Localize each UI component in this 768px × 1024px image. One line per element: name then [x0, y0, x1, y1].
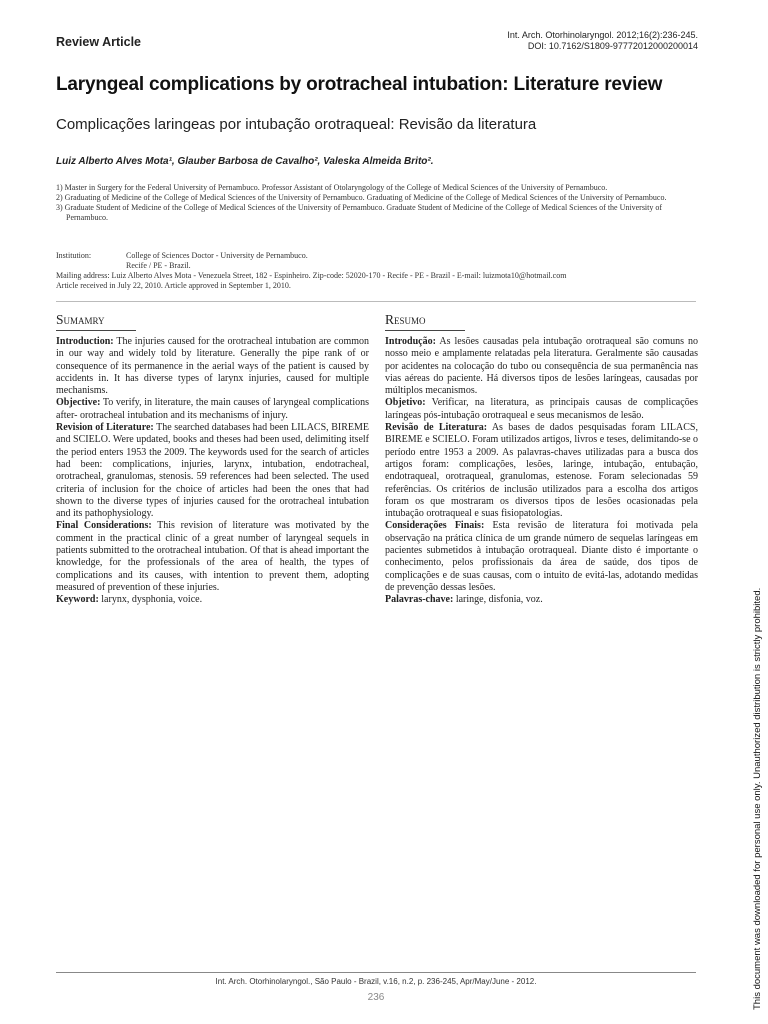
- summary-keywords: [56, 594, 369, 606]
- institution-block: [56, 251, 696, 291]
- affiliation-2: 2) Graduating of Medicine of the College of Medical Sciences of the University of Pernambuco. Graduating of Medicine of the College of Medical Sciences of the University of Pernambuco.: [56, 193, 667, 202]
- resumo-introducao: [385, 336, 698, 397]
- resumo-intro-text: As lesões causadas pela intubação orotraqueal são comuns no nosso meio e amplamente relatadas pela literatura. Geralmente são causadas por acidentes na colocação do tubo ou consequência de sua permanência nas vias aéreas do paciente. Há diversos tipos de lesões laríngeas, causadas por múltiplos mecanismos.: [385, 336, 698, 397]
- resumo-review-text: As bases de dados pesquisadas foram LILACS, BIREME e SCIELO. Foram utilizados artigos, livros e teses, delimitando-se o período entre 1953 a 2009. As palavras-chaves utilizadas para a busca dos artigos foram: complicações, lesões, laringe, intubação, entubação, endotraqueal, orotraqueal, granulomas, estenose. Foram selecionadas 59 referências. Os critérios de inclusão utilizados para a escolha dos artigos foram os que mostraram os diversos tipos de lesões ocasionadas pela intubação orotraqueal e suas fisiopatologias.: [385, 422, 699, 520]
- affiliation-3: 3) Graduate Student of Medicine of the College of Medical Sciences of the University of Pernambuco. Graduate Student of Medicine of the College of Medical Sciences of the University of Pernambuco.: [56, 203, 663, 222]
- summary-keyword-label: Keyword:: [56, 594, 99, 606]
- footer-divider: [56, 972, 696, 973]
- resumo-review-label: Revisão de Literatura:: [385, 422, 488, 434]
- resumo-intro-label: Introdução:: [385, 336, 436, 347]
- resumo-revisao: [385, 422, 698, 520]
- resumo-keyword-text: laringe, disfonia, voz.: [453, 594, 543, 606]
- institution-location: Recife / PE - Brazil.: [126, 261, 191, 270]
- institution-spacer: [56, 261, 126, 271]
- distribution-notice: This document was downloaded for personal use only. Unauthorized distribution is strictly prohibited.: [752, 587, 763, 1010]
- institution-name: College of Sciences Doctor - University de Pernambuco.: [126, 251, 308, 260]
- article-subtitle: Complicações laringeas por intubação orotraqueal: Revisão da literatura: [56, 116, 537, 133]
- summary-final-text: This revision of literature was motivated by the comment in the practical clinic of a great number of laryngeal sequels in patients submitted to the orotracheal intubation. Of that is ahead important the knowledge, for the professionals of the area of health, the types of complications and its causes, with intention to prevent them, adopting measured of prevention of these injuries.: [56, 520, 369, 593]
- resumo-heading: Resumo: [385, 312, 465, 331]
- resumo-keyword-label: Palavras-chave:: [385, 594, 454, 606]
- summary-review: [56, 422, 369, 520]
- resumo-objective-text: Verificar, na literatura, as principais causas de complicações laríngeas pós-intubação orotraqueal e seus mecanismos de lesão.: [385, 397, 698, 421]
- summary-heading: Sumamry: [56, 312, 136, 331]
- resumo-keywords: [385, 594, 698, 606]
- doi-line[interactable]: DOI: 10.7162/S1809-97772012000200014: [527, 41, 698, 51]
- summary-intro-text: The injuries caused for the orotracheal intubation are common in our way and widely told by literature. Generally the pipe rank of or consequence of its permanence in the aerial ways of the patient is caused by accidents in. It has diverse types of larynx injuries, caused for multiple mechanisms.: [56, 336, 369, 397]
- article-title: Laryngeal complications by orotracheal intubation: Literature review: [56, 74, 663, 95]
- affiliation-1: 1) Master in Surgery for the Federal University of Pernambuco. Professor Assistant of Otolaryngology of the College of Medical Sciences of the University of Pernambuco.: [56, 183, 608, 192]
- institution-label: Institution:: [56, 251, 92, 260]
- summary-column: [56, 312, 369, 607]
- journal-reference: [507, 30, 698, 52]
- summary-objective-label: Objective:: [56, 397, 101, 409]
- resumo-consideracoes: [385, 520, 698, 594]
- summary-introduction: [56, 336, 369, 397]
- summary-body: [56, 336, 369, 607]
- received-dates: Article received in July 22, 2010. Article approved in September 1, 2010.: [56, 281, 291, 290]
- summary-objective: [56, 397, 369, 422]
- mailing-address: Mailing address: Luiz Alberto Alves Mota - Venezuela Street, 182 - Espinheiro. Zip-code: 52020-170 - Recife - PE - Brazil - E-mail: luizmota10@hotmail.com: [56, 271, 567, 280]
- author-list: Luiz Alberto Alves Mota¹, Glauber Barbosa de Cavalho², Valeska Almeida Brito².: [56, 156, 434, 167]
- summary-objective-text: To verify, in literature, the main causes of laryngeal complications after- orotracheal intubation and its mechanisms of injury.: [56, 397, 369, 421]
- summary-final: [56, 520, 369, 594]
- resumo-final-label: Considerações Finais:: [385, 520, 485, 532]
- section-label: Review Article: [56, 35, 141, 49]
- resumo-final-text: Esta revisão de literatura foi motivada pela observação na prática clínica de um grande número de sequelas laríngeas em pacientes submetidos à intubação orotraqueal. Diante disto é importante o conhecimento, pelos profissionais da área de saúde, dos tipos de complicações e de suas causas, com o intuito de evitá-las, adotando medidas de prevenção dessas lesões.: [385, 520, 698, 593]
- summary-keyword-text: larynx, dysphonia, voice.: [98, 594, 203, 606]
- institution-location-row: [56, 261, 696, 271]
- resumo-objective-label: Objetivo:: [385, 397, 426, 409]
- resumo-column: [385, 312, 698, 607]
- journal-line: Int. Arch. Otorhinolaryngol. 2012;16(2):236-245.: [507, 30, 698, 40]
- page-number: 236: [367, 992, 385, 1003]
- resumo-body: [385, 336, 698, 607]
- summary-review-label: Revision of Literature:: [56, 422, 154, 434]
- header-divider: [56, 301, 696, 302]
- resumo-objetivo: [385, 397, 698, 422]
- summary-review-text: The searched databases had been LILACS, BIREME and SCIELO. Were updated, books and theses had been used, delimiting itself the period enters 1953 the 2009. The keywords used for the search of articles had been: complications, injuries, larynx, intubation, endotracheal, orotracheal, granulomas, stenosis. 59 references had been selected. The used criteria of inclusion for the choice of articles had been the ones that had shown to the diverse types of injuries caused for the orotracheal intubation and its pathophysiology.: [56, 422, 369, 520]
- institution-row: [56, 251, 696, 261]
- footer-citation: Int. Arch. Otorhinolaryngol., São Paulo - Brazil, v.16, n.2, p. 236-245, Apr/May/June - 2012.: [215, 977, 537, 986]
- summary-intro-label: Introduction:: [56, 336, 114, 347]
- affiliations: [56, 183, 696, 223]
- summary-final-label: Final Considerations:: [56, 520, 152, 532]
